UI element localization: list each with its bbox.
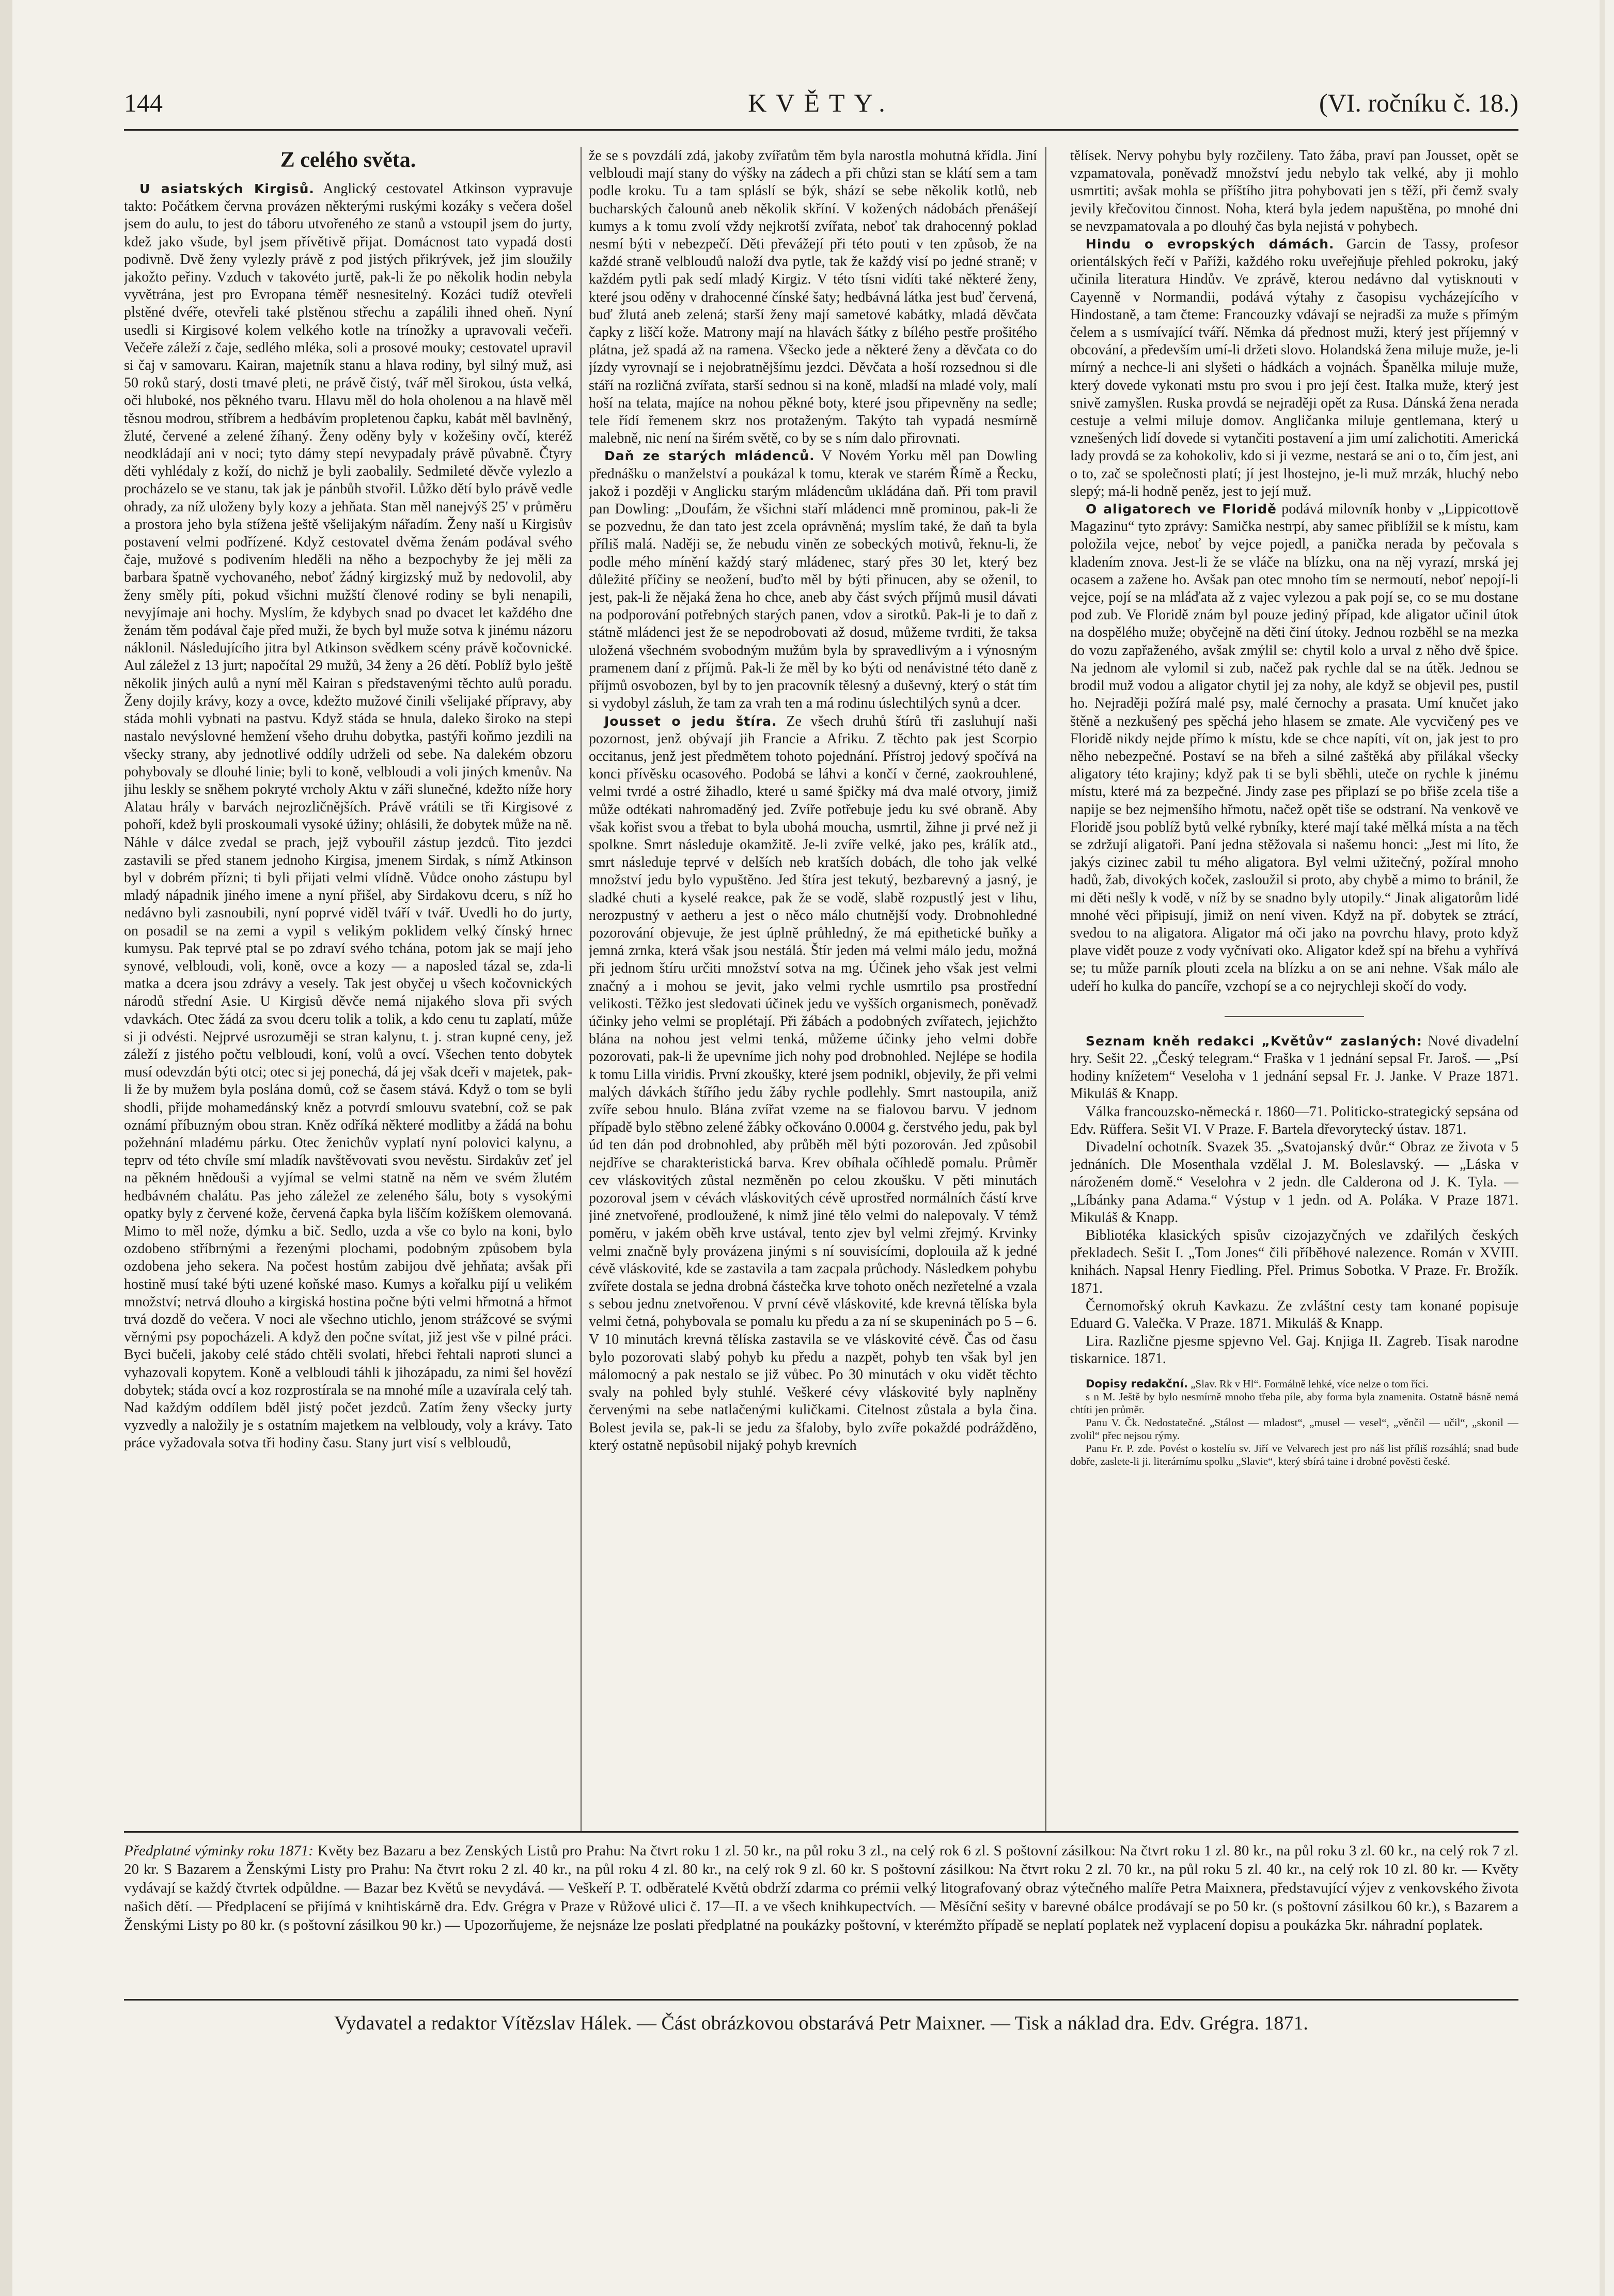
article-kirgis: [124, 180, 572, 1452]
column-divider: [1045, 147, 1046, 1831]
journal-title: KVĚTY.: [748, 88, 895, 117]
notes-heading: Dopisy redakční.: [1086, 1377, 1188, 1390]
book-entry: Černomořský okruh Kavkazu. Ze zvláštní cesty tam konané popisuje Eduard G. Valečka. V Praze. 1871. Mikuláš & Knapp.: [1070, 1298, 1518, 1332]
column-1: [124, 147, 572, 1798]
article-dan: [589, 447, 1037, 712]
article-lead: Daň ze starých mládenců.: [604, 448, 815, 464]
article-lead: O aligatorech ve Floridě: [1086, 502, 1277, 517]
article-body: Ze všech druhů štírů tři zasluhují naši pozornost, jenž obývají jih Francie a Afriku. Z těchto pak jest Scorpio occitanus, jenž jest předmětem tohoto pojednání. Přístroj jedový spočívá na konci přívěsku ocasového. Podobá se láhvi a končí v černé, zaokrouhlené, velmi tvrdé a ostré žihadlo, které u samé špičky má dva malé otvory, jimiž může odtékati nahromaděný jed. Zvíře potřebuje jedu ku své obraně. Aby však kořist svou a třebat to byla ubohá moucha, usmrtil, žihne ji prvé než ji spolkne. Smrt následuje okamžitě. Je-li zvíře velké, jako pes, králík atd., smrt následuje teprvé v delších neb kratších dobách, dle toho jak velké množství jedu bylo vypuštěno. Jed štíra jest tekutý, bezbarevný a jasný, je sladké chuti a kyselé reakce, pak že se vodě, slabě rozpustlý jest v lihu, nerozpustný v aetheru a jest o něco málo chutnější vody. Drobnohledné pozorování objevuje, že jest úplně průhledný, že má epithetické buňky a jemná zrnka, která však jsou nestálá. Štír jeden má velmi málo jedu, možná při jednom štíru určiti množství sotva na mg. Účinek jeho však jest velmi značný a i mohou se jevit, jako velmi rychle usmrtilo psa prostřední velikosti. Těžko jest sledovati účinek jedu ve vyšších organismech, poněvadž účinky jeho velmi se proplétají. Při žábách a podobných zvířatech, jejichžto blána na nohou jest velmi tenká, můžeme účinky jeho velmi dobře pozorovati, pak-li že upevníme jich nohy pod drobnohled. Nejlépe se hodila k tomu Lilla viridis. První zkoušky, které jsem podnikl, objevily, že při velmi malých dávkách štířího jedu žáby rychle podlehly. Smrt nastoupila, aniž zvíře sebou hnulo. Blána zvířat vzeme na se fialovou barvu. V jednom případě bylo stěbno zelené žábky očkováno 0.0004 g. čerstvého jedu, pak byl úd ten dán pod drobnohled, aby průběh měl býti pozorován. Jed způsobil nejdříve se charakteristická barva. Krev obíhala očíhledě pomalu. Průměr cev vláskovitých zůstal nezměněn po celou zkoušku. V pěti minutách pozoroval jsem v cévách vláskovitých cévě uprostřed normálních částí krve jiné znetvořené, prodloužené, k nimž jiné tělo velmi do nalepovaly. V témž poměru, v jakém oběh krve ustával, tento zjev byl velmi zřejmý. Krvinky velmi značně byly provázena jinými s ní souvisícími, doplouila až k jedné cévě vláskovité, kde se zastavila a tam zacpala průchody. Následkem pohybu zvířete dostala se jedna drobná částečka krve tohoto oněch nezřetelné a vzala s sebou jednu znetvořenou. V první cévě vláskovité, kde krevná tělíska byla velmi četná, pohybovala se pomalu ku předu a za ní se skupeninách po 5 – 6. V 10 minutách krevná tělíska zastavila se ve vláskovité cévě. Čas od času bylo pozorovati slabý pohyb ku předu a nazpět, pohyb ten však byl jen málomocný a pak nestalo se již vůbec. Po 30 minutách v oku vidět těchto svaly na pohled byly stuhlé. Veškeré cévy vláskovité byly naplněny červenými na sebe natlačenými kuličkami. Citelnost zůstala a byla čina. Bolest jevila se, pak-li se jedu za šfaloby, bylo zvíře pokaždé podrážděno, který ostatně nepůsobil nijaký pohyb krevních: [589, 713, 1037, 1454]
note-entry: „Slav. Rk v Hl“. Formálně lehké, více nelze o tom říci.: [1190, 1377, 1429, 1390]
books-heading: Seznam kněh redakci „Květův“ zaslaných:: [1086, 1033, 1422, 1049]
article-lead: Jousset o jedu štíra.: [604, 713, 777, 729]
section-title: Z celého světa.: [280, 148, 416, 172]
article-lead: Hindu o evropských dámách.: [1086, 237, 1335, 252]
page-edge: [0, 0, 12, 2296]
page-number: 144: [124, 88, 163, 117]
book-entry: Nové divadelní hry. Sešit 22. „Český telegram.“ Fraška v 1 jednání sepsal Fr. Jaroš. — „Psí hodiny knížetem“ Veseloha v 1 jednání sepsal Fr. J. Janke. V Praze 1871. Mikuláš & Knapp.: [1070, 1033, 1518, 1102]
article-body: tělísek. Nervy pohybu byly rozčileny. Tato žába, praví pan Jousset, opět se vzpamatovala, poněvadž množství jedu nebylo tak velké, aby ji mohlo usmrtiti; avšak mohla se příštího jitra pohybovati jen s těží, při čemž svaly jevily křečovitou činnost. Noha, která byla jedem napuštěna, po mnohé dni se nevzpamatovala a po dlouhý čas byla nejistá v pohybech.: [1070, 148, 1518, 235]
book-entry: Divadelní ochotník. Svazek 35. „Svatojanský dvůr.“ Obraz ze života v 5 jednáních. Dle Mosenthala vzdělal J. M. Boleslavský. — „Láska v nároženém domě.“ Veselohra v 2 jedn. dle Calderona od J. K. Tyla. — „Líbánky pana Adama.“ Výstup v 1 jedn. od A. Poláka. V Praze 1871. Mikuláš & Knapp.: [1070, 1138, 1518, 1226]
article-body: že se s povzdálí zdá, jakoby zvířatům těm byla narostla mohutná křídla. Jiní velbloudi mají stany do výšky na zádech a při chůzi stan se klátí sem a tam podle kroku. Tu a tam spláslí se býk, shází se sebe několik kotlů, neb bucharských čalounů aneb několik skříní. V kožených nádobách přenášejí kumys a k tomu zvolí vždy nejkrotší zvířata, neboť tak drahocenný poklad nesmí býti v nebezpečí. Děti převážejí při této pouti v ten způsob, že na každé straně velbloudů naloží dva pytle, tak že každý visí po jedné straně; v každém pytli pak sedí mladý Kirgiz. V této tísni vidíti také některé ženy, které jsou oděny v drahocenné čínské šaty; hedbávná látka jest buď červená, buď žlutá aneb zelená; starší ženy mají sametové kabátky, mladá děvčata čapky z liščí kože. Matrony mají na hlavách šátky z bílého pestře prošitého plátna, jež spadá až na ramena. Všecko jede a některé ženy a děvčata co do jízdy vyrovnají se i nejobratnějšímu jezdci. Děvčata a hoší rozsednou si dle stáří na rozličná zvířata, starší sednou si na koně, mladší na mladé voly, malí hoší na telata, majíce na nohou pěkné boty, které jsou připevněny na sedle; tele řídí řemenem skrz nos protaženým. Takýto tah vypadá nesmírně malebně, nic není na širém světě, co by se s ním dalo přirovnati.: [589, 148, 1037, 447]
imprint-rule: [124, 1999, 1518, 2001]
book-entry: Bibliotéka klasických spisův cizojazyčných ve zdařilých českých překladech. Sešit I. „Tom Jones“ čili příběhové nalezence. Román v XVIII. knihách. Napsal Henry Fiedling. Přel. Primus Sobotka. V Praze. Fr. Brožík. 1871.: [1070, 1227, 1518, 1297]
article-body: V Novém Yorku měl pan Dowling přednášku o manželství a poukázal k tomu, kterak ve starém Římě a Řecku, jakož i později v Anglicku starým mládencům ukládána daň. Při tom pravil pan Dowling: „Doufám, že všichni staří mládenci mně prominou, pak-li že se pozvednu, že dan tato jest zcela oprávněná; myslím také, že daň ta byla příliš malá. Naději se, že nebudu viněn ze sobeckých motivů, řeknu-li, že podle mého mínění každý starý mládenec, starý přes 30 let, který bez důležité příčiny se neožení, buďto měl by býti přinucen, aby se oženil, to jest, pak-li že nějaká žena ho chce, aneb aby část svých příjmů musil dávati na podporování potřebných starých panen, vdov a sirotků. Pak-li je to daň z státně mládenci jest že se nepodrobovati až dosud, můžeme tvrditi, že taksa uložená všechném svobodným mužům byla by spravedlivým a i výnosným pramenem daní z příjmů. Pak-li že měl by ko býti od nenávistné této daně z příjmů osvobozen, byl by to jen pracovník tělesný a duševný, který o stát tím si vydobyl zásluh, že tam za vrah ten a má rodinu úslechtilých synů a dcer.: [589, 448, 1037, 712]
books-list: [1070, 1033, 1518, 1103]
article-hindu: [1070, 236, 1518, 501]
subscription-lead: Předplatné výminky roku 1871:: [124, 1842, 314, 1859]
book-entry: Lira. Različne pjesme spjevno Vel. Gaj. Knjiga II. Zagreb. Tisak narodne tiskarnice. 1871.: [1070, 1333, 1518, 1367]
column-2: [589, 147, 1037, 1798]
article-body: Garcin de Tassy, profesor orientálských řečí v Paříži, každého roku uveřejňuje přehled pokroku, jaký učinila literatura Hindův. Ve zprávě, kterou nedávno dal vytisknouti v Cayenně v Normandii, podává výtahy z časopisu vycházejícího v Hindostaně, a tam čteme: Francouzky vdávají se nejradši za muže s přímým čelem a s usmívající tváří. Němka dá přednost muži, který jest příjemný v obcování, a především umí-li držeti slovo. Holandská žena miluje muže, je-li mírný a nechce-li ani slyšeti o hádkách a vojnách. Španělka miluje muže, který dovede vykonati mstu pro svou i pro její čest. Italka muže, který jest snivě zamyšlen. Ruska provdá se nejraději opět za Rusa. Dánská žena nerada cestuje a velmi miluje domov. Angličanka miluje gentlemana, který u vznešených lidí dovede si vytančiti postavení a jim umí zalichotiti. Americká lady provdá se za kohokoliv, kdo si ji vezme, nestará se ani o to, čím jest, ani o to, zač se společnosti platí; jí jest lhostejno, je-li muž mrzák, hluchý nebo slepý; má-li hodně peněz, jest to její muž.: [1070, 236, 1518, 499]
subscription-terms: [124, 1841, 1518, 1934]
note-entry: Panu V. Čk. Nedostatečné. „Stálost — mladost“, „musel — vesel“, „věnčil — učil“, „skonil — zvolil“ přec nejsou rýmy.: [1070, 1416, 1518, 1442]
column-divider: [581, 147, 582, 1831]
article-body: Anglický cestovatel Atkinson vypravuje takto: Počátkem června provázen některými ruskými kozáky s večera došel jsem do aulu, to jest do táboru utvořeného ze stanů a vstoupil jsem do jurty, kdež jako všude, byl jsem přívětivě přijat. Domácnost tato vypadá dosti podivně. Dvě ženy vylezly právě z pod jistých přikrývek, jež jim sloužily jakožto peřiny. Vzduch v takovéto jurtě, pak-li že po několik hodin nebyla vyvětrána, jest pro Evropana téměř nesnesitelný. Kozáci tudíž otevřeli plstěné dvéře, otevřeli také plstěnou střechu a zapálili ihned oheň. Nyní usedli si Kirgisové kolem velkého kotle na trínožky a upravovali večeři. Večeře záleží z čaje, sedlého mléka, soli a prosové mouky; cestovatel upravil si čaj v samovaru. Kairan, majetník stanu a hlava rodiny, byl silný muž, asi 50 roků starý, dosti tmavé pleti, ne právě čistý, tvář měl širokou, ústa velká, oči hluboké, nos pěkného tvaru. Hlavu měl do hola oholenou a na hlavě měl těsnou modrou, stříbrem a hedbávím propletenou čapku, kabát měl bavlněný, žluté, červené a zelené žíhaný. Ženy oděny byly v kožešiny ovčí, kteréž neodkládají ani v noci; tyto dámy stepí nevypadaly právě půvabně. Čtyry děti vyhlédaly z koží, do nichž je byli zaobalily. Sedmileté děvče vylezlo a procházelo se ve stanu, tak jak je pánbůh stvořil. Lůžko dětí bylo právě vedle ohrady, za níž uloženy byly kozy a jehňata. Stan měl nanejvýš 25' v průměru a prostora jeho byla stížena ještě všelijakým nářadím. Ženy naší u Kirgisův postavení velmi podřízené. Když cestovatel dvěma ženám podával svého čaje, mužové s podivením hleděli na něho a bezpochyby že jej měli za barbara špatně vychovaného, neboť žádný kirgizský muž by nedovolil, aby ženy směly píti, pokud všichni mužští členové rodiny se byli nenapili, nevyjímaje ani hochy. Myslím, že kdybych snad po dvacet let každého dne ženám těm podával čaje před muži, že bych byl muže sotva k jinému názoru náklonil. Následujícího jitra byl Atkinson svědkem scény právě kočovnické. Aul záležel z 13 jurt; napočítal 29 mužů, 34 ženy a 26 dětí. Poblíž bylo ještě několik jiných aulů a nyní měl Kairan s představenými těchto aulů poradu. Ženy dojily krávy, kozy a ovce, kdežto mužové činili všelijaké přípravy, aby stáda mohli vybnati na pastvu. Když stáda se hnula, daleko široko na stepi nastalo nevýslovné hemžení všeho druhu dobytka, pastýři koňmo jezdili na všecky strany, aby jednotlivé oddíly udrželi od sebe. Na dalekém obzoru pohybovaly se dlouhé linie; byli to koně, velbloudi a voli jiných kmenův. Na jihu leskly se sněhem pokryté vrcholy Aktu v záři slunečné, kdežto níže hory Alatau hrály v barvách nejrozličnějších. Právě vrátili se tři Kirgisové z pohoří, kdež byli proskoumali vysoké úžiny; ohlásili, že dobytek může na ně. Náhle v dálce zvedal se prach, jejž vybouřil zástup jezdců. Tito jezdci zastavili se před stanem jednoho Kirgisa, jmenem Sirdak, s nímž Atkinson byl v dobrém přízni; ti byli přijati velmi vlídně. Vůdce onoho zástupu byl mladý nápadnik jiného imene a nyní přišel, aby Sirdakovu dceru, s níž ho nedávno byli zasnoubili, nyní poprvé viděl tváří v tvář. Uvedli ho do jurty, on posadil se na zemi a vypil s velikým poklidem velký čínský hrnec kumysu. Pak teprvé ptal se po zdraví svého tchána, potom jak se mají jeho synové, velbloudi, voli, koně, ovce a kozy — a naposled tázal se, zda-li matka a dcera jsou zdrávy a vesely. Tak jest obyčej u všech kočovnických národů střední Asie. U Kirgisů děvče nemá nijakého slova při svých vdavkách. Otec žádá za svou dceru tolik a tolik, a kdo cenu tu zaplatí, může si ji odvésti. Nejprvé usrozuměji se stran kalynu, t. j. stran kupné ceny, jež záleží z jistého počtu velbloudi, koní, volů a ovcí. Všechen tento dobytek musí odevzdán býti otci; otec si jej ponechá, dá jej však dceři v majetek, pak-li že by mužem byla poslána domů, což se časem stává. Když o tom se byli shodli, přijde mohamedánský kněz a potvrdí smlouvu svatební, což se pak oznámí příbuzným obou stran. Kněz odříká některé modlitby a žádá na bohu požehnání mladému párku. Otec ženichův vyplatí nyní polovici kalynu, a teprv od této chvíle smí mladík navštěvovati svou nevěstu. Sirdakův zeť jel na pěkném hnědouši a vyjímal se velmi statně na něm ve svém žlutém hedbávném chalátu. Pas jeho záležel ze zeleného šálu, boty s vysokými opatky byly z červené kože, červená čapka byla liščím kožíškem olemovaná. Mimo to měl nože, dýmku a bič. Sedlo, uzda a vše co bylo na koni, bylo ozdobeno stříbrnými a řezenými plochami, podobným způsobem byla ozdobena jeho sekera. Na počest hostům zabijou dvě jehňata; avšak při hostině musí také býti uzené koňské maso. Kumys a kořalku pijí u velikém množství; netrvá dlouho a kirgiská hostina počne býti velmi hřmotná a hřmot trvá dozdě do večera. V noci ale všechno utichlo, jenom strážcové se svými věrnými psy popocházeli. A když den počne svítat, již jest vše v pilné práci. Byci bučeli, jakoby celé stádo chtěli svolati, hřebci řehtali naproti slunci a vyhazovali kopytem. Koně a velbloudi táhli k jihozápadu, za nimi šel hovězí dobytek; stáda ovcí a koz rozprostírala se na mnohé míle a uzavírala celý tah. Nad každým oddílem bděl jistý počet jezdců. Zatím ženy všecky jurty vyzvedly a naložily je s ostatním majetkem na velbloudy, voly a krávy. Tato práce vyžadovala sotva tři hodiny času. Stany jurt visí s velbloudů,: [124, 181, 572, 1451]
article-continued: [1070, 147, 1518, 236]
article-lead: U asiatských Kirgisů.: [139, 181, 315, 196]
subscription-text: Květy bez Bazaru a bez Zenských Listů pro Prahu: Na čtvrt roku 1 zl. 50 kr., na půl roku 3 zl., na celý rok 6 zl. S poštovní zásilkou: Na čtvrt roku 1 zl. 80 kr., na půl roku 3 zl. 60 kr., na celý rok 7 zl. 20 kr. S Bazarem a Ženskými Listy pro Prahu: Na čtvrt roku 2 zl. 40 kr., na půl roku 4 zl. 80 kr., na celý rok 9 zl. 60 kr. S poštovní zásilkou: Na čtvrt roku 2 zl. 70 kr., na půl roku 5 zl. 40 kr., na celý rok 10 zl. 80 kr. — Květy vydávají se každý čtvrtek odpůldne. — Bazar bez Květů se nevydává. — Veškeří P. T. odběratelé Květů obdrží zdarma co prémii velký litografovaný obraz výtečného malíře Petra Maixnera, představující výjev z venkovského života našich dětí. — Předplacení se přijímá v knihtiskárně dra. Edv. Grégra v Praze v Růžové ulici č. 17—II. a ve všech knihkupectvích. — Měsíční sešity v barevné obálce prodávají se po 50 kr. (s poštovní zásilkou 60 kr.), s Bazarem a Ženskými Listy po 80 kr. (s poštovní zásilkou 90 kr.) — Upozorňujeme, že nejsnáze lze poslati předplatné na poukázky poštovní, v kterémžto případě se neplatí poplatek než vyplacení dopisu a poukázka 5kr. náhradní poplatek.: [124, 1842, 1519, 1933]
footer-rule: [124, 1831, 1518, 1833]
page-header: [124, 88, 1518, 124]
imprint: Vydavatel a redaktor Vítězslav Hálek. — Část obrázkovou obstarává Petr Maixner. — Tisk a náklad dra. Edv. Grégra. 1871.: [334, 2012, 1308, 2034]
note-entry: s n M. Ještě by bylo nesmírně mnoho třeba píle, aby forma byla znamenita. Ostatně básně nemá chtíti jen průměr.: [1070, 1390, 1518, 1416]
header-rule: [124, 129, 1518, 131]
column-3: [1070, 147, 1518, 1798]
article-body: podává milovník honby v „Lippicottově Magazinu“ tyto zprávy: Samička nestrpí, aby samec přiblížil se k místu, kam položila vejce, neboť by vejce pojedl, a panička nerada by pečovala s kladením znova. Jest-li že se vláče na blízku, ona na něj vyrazí, mrská jej ocasem a zažene ho. Avšak pan otec mnoho tím se nermoutí, neboť nepojí-li vejce, pojí se na mláďata až z vajec vylezou a pak pojí se, co se mu dostane pod zub. Ve Floridě znám byl pouze jediný případ, kde aligator učinil útok na dospělého muže; obyčejně na děti činí útoky. Jednou rozběhl se na mezka do vozu zapřaženého, avšak zmýlil se: chytil kolo a urval z něho dvě špice. Na jednom ale vylomil si zub, načež pak rychle dal se na útěk. Jednou se brodil muž vodou a aligator chytil jej za nohy, ale když se objevil pes, pustil ho. Nejraději požírá malé psy, malé černochy a prasata. Umí knučet jako štěně a nezkušený pes spěchá jeho hlasem se zmate. Ale vycvičený pes ve Floridě nikdy nejde přímo k místu, kde se chce napíti, vít on, jak jest to pro něho nebezpečné. Postaví se na břeh a silné zaštěká aby přilákal všecky aligatory této krajiny; když pak ti se byli sběhli, uteče on rychle k jinému místu, které má za bezpečné. Jindy zase pes připlazí se po břiše zcela tiše a napije se bez nejmenšího hřmotu, načež opět tiše se odstraní. Na venkově ve Floridě jsou poblíž bytů velké rybníky, které mají také mělká místa a na těch se zdržují aligatoři. Paní jedna stěžovala si našemu honci: „Jest mi líto, že jakýs cizinec zabil tu mého aligatora. Byl velmi užitečný, požíral mnoho hadů, žab, divokých koček, zasloužil si proto, aby chybě a mimo to bránil, že mi děti nešly k vodě, v níž by se snadno byly utopily.“ Jinak aligatorům lidé mnohé věci připisují, jimiž on není viven. Když na př. dobytek se ztrácí, svedou to na aligatora. Aligator má oči jako na povrchu hlavy, proto když plave vidět pouze z vody vyčnívati oko. Aligator kdež spí na břehu a vyhřívá se; tu může parník plouti zcela na blízku a on se ani nehne. Však málo ale udeří ho kulka do pancíře, vzchopí se a co nejrychleji skočí do vody.: [1070, 501, 1518, 994]
page-crease: [1600, 0, 1605, 2296]
section-divider: [1225, 1016, 1364, 1017]
article-continued: [589, 147, 1037, 447]
article-stir: [589, 713, 1037, 1455]
issue-number: (VI. ročníku č. 18.): [1319, 88, 1518, 117]
editorial-notes: [1070, 1378, 1518, 1468]
book-entry: Válka francouzsko-německá r. 1860—71. Politicko-strategický sepsána od Edv. Rüffera. Sešit VI. V Praze. F. Bartela dřevorytecký ústav. 1871.: [1070, 1103, 1518, 1137]
article-aligator: [1070, 501, 1518, 995]
note-entry: Panu Fr. P. zde. Povést o kostelíu sv. Jiří ve Velvarech jest pro náš list příliš rozsáhlá; snad bude dobře, zaslete-li ji. literárnímu spolku „Slavie“, který sbírá taine i drobné pověsti české.: [1070, 1442, 1518, 1467]
